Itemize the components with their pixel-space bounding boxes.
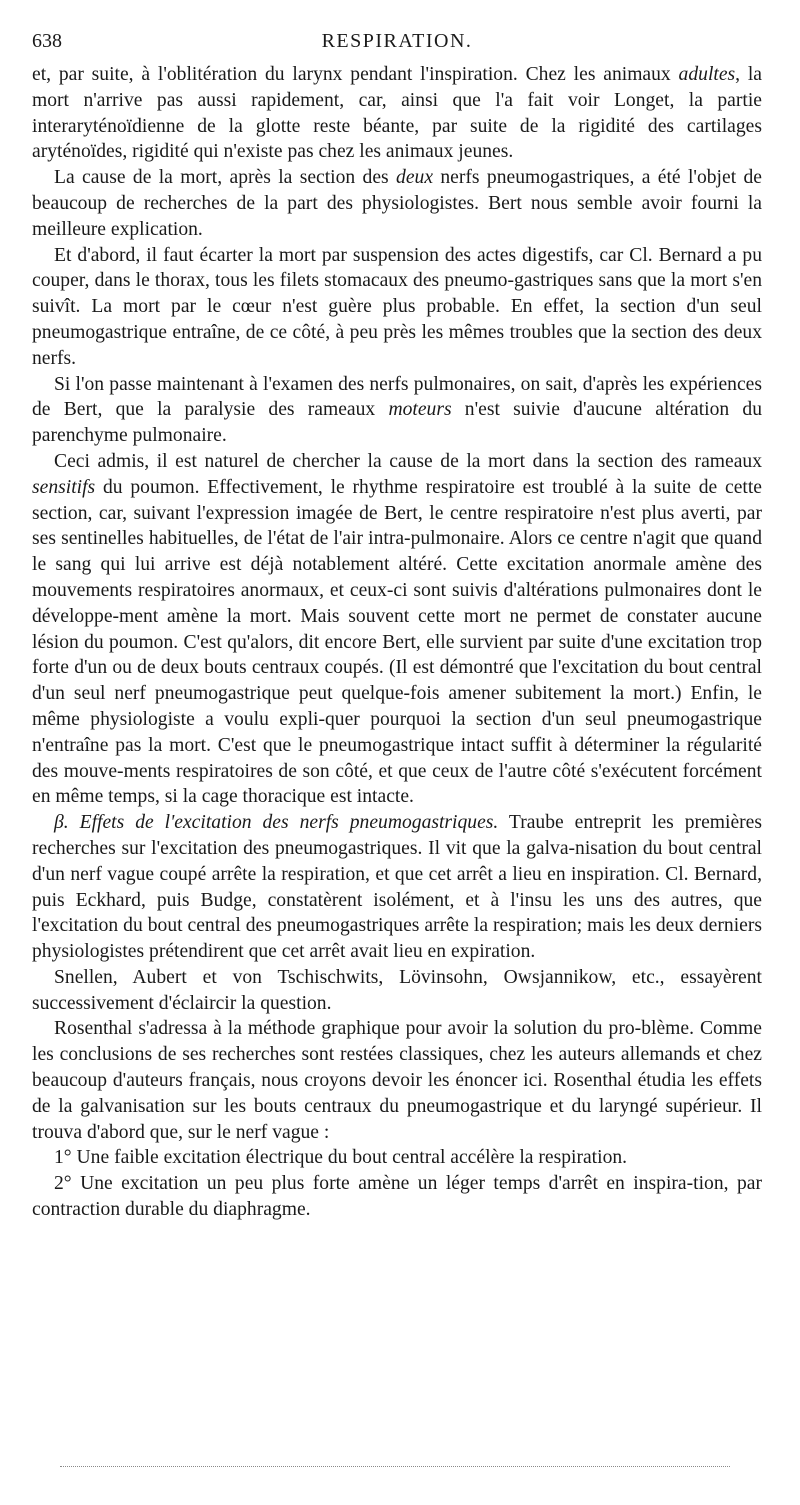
italic-text: moteurs (388, 399, 452, 421)
text-run: Snellen, Aubert et von Tschischwits, Lövinsohn, Owsjannikow, etc., essayèrent successivement d'éclaircir la question. (32, 966, 762, 1014)
paragraph-p1 (32, 62, 762, 165)
text-run: du poumon. Effectivement, le rhythme respiratoire est troublé à la suite de cette section, car, suivant l'expression imagée de Bert, le centre respiratoire n'est plus averti, par ses sentinelles habituelles, de l'état de l'air intra-pulmonaire. Alors ce centre n'agit que quand le sang qui lui arrive est déjà notablement altéré. Cette excitation anormale amène des mouvements respiratoires anormaux, et ceux-ci sont suivis d'altérations pulmonaires dont le développe-ment amène la mort. Mais souvent cette mort ne permet de constater aucune lésion du poumon. C'est qu'alors, dit encore Bert, elle survient par suite d'une excitation trop forte d'un ou de deux bouts centraux coupés. (Il est démontré que l'excitation du bout central d'un seul nerf pneumogastrique peut quelque-fois amener subitement la mort.) Enfin, le même physiologiste a voulu expli-quer pourquoi la section d'un seul pneumogastrique n'entraîne pas la mort. C'est que le pneumogastrique intact suffit à déterminer la régularité des mouve-ments respiratoires de son côté, et que ceux de l'autre côté s'exécutent forcément en même temps, si la cage thoracique est intacte. (32, 476, 762, 808)
italic-text: adultes (678, 64, 736, 85)
italic-text: deux (396, 167, 434, 189)
text-run: n'est suivie d'aucune altération du parenchyme pulmonaire. (32, 399, 762, 447)
page-number: 638 (32, 30, 62, 52)
text-run: Rosenthal s'adressa à la méthode graphique pour avoir la solution du pro-blème. Comme les conclusions de ses recherches sont restées classiques, chez les auteurs allemands et chez beaucoup d'auteurs français, nous croyons devoir les énoncer ici. Rosenthal étudia les effets de la galvanisation sur les bouts centraux du pneumogastrique et du laryngé supérieur. Il trouva d'abord que, sur le nerf vague : (32, 1018, 762, 1143)
paragraph-p2 (32, 165, 762, 242)
paragraph-p7 (32, 965, 762, 1017)
paragraph-p9 (32, 1145, 762, 1171)
body-text (32, 62, 762, 1223)
paragraph-p6 (32, 810, 762, 965)
text-run: Si l'on passe maintenant à l'examen des nerfs pulmonaires, on sait, d'après les expériences de Bert, que la paralysie des rameaux (32, 373, 762, 421)
paragraph-p10 (32, 1171, 762, 1223)
text-run: nerfs pneumogastriques, a été l'objet de beaucoup de recherches de la part des physiologistes. Bert nous semble avoir fourni la meilleure explication. (32, 167, 762, 240)
text-run: 1° Une faible excitation électrique du bout central accélère la respiration. (54, 1147, 628, 1169)
text-run: La cause de la mort, après la section des (54, 167, 397, 189)
footer-rule (60, 1466, 730, 1467)
text-run: 2° Une excitation un peu plus forte amène un léger temps d'arrêt en inspira-tion, par contraction durable du diaphragme. (32, 1173, 762, 1221)
paragraph-p4 (32, 372, 762, 449)
page-header (32, 26, 762, 56)
text-run: Et d'abord, il faut écarter la mort par suspension des actes digestifs, car Cl. Bernard a pu couper, dans le thorax, tous les filets stomacaux des pneumo-gastriques sans que la mort s'en suivît. La mort par le cœur n'est guère plus probable. En effet, la section d'un seul pneumogastrique entraîne, de ce côté, à peu près les mêmes troubles que la section des deux nerfs. (32, 244, 762, 369)
paragraph-p3 (32, 243, 762, 372)
text-run: , la mort n'arrive pas aussi rapidement, car, ainsi que l'a fait voir Longet, la partie interaryténoïdienne de la glotte reste béante, par suite de la rigidité des cartilages aryténoïdes, rigidité qui n'existe pas chez les animaux jeunes. (32, 64, 763, 163)
text-run: Ceci admis, il est naturel de chercher la cause de la mort dans la section des rameaux (54, 450, 762, 472)
italic-text: β. Effets de l'excitation des nerfs pneumogastriques. (54, 812, 499, 834)
running-head: RESPIRATION. (321, 30, 473, 52)
paragraph-p8 (32, 1016, 762, 1145)
paragraph-p5 (32, 449, 762, 810)
text-run: Traube entreprit les premières recherches sur l'excitation des pneumogastriques. Il vit que la galva-nisation du bout central d'un nerf vague coupé arrête la respiration, et que cet arrêt a lieu en inspiration. Cl. Bernard, puis Eckhard, puis Budge, constatèrent isolément, et à l'insu les uns des autres, que l'excitation du bout central des pneumogastriques arrête la respiration; mais les deux derniers physiologistes prétendirent que cet arrêt avait lieu en expiration. (32, 812, 762, 963)
text-run: et, par suite, à l'oblitération du larynx pendant l'inspiration. Chez les animaux (32, 64, 679, 85)
italic-text: sensitifs (32, 476, 96, 498)
